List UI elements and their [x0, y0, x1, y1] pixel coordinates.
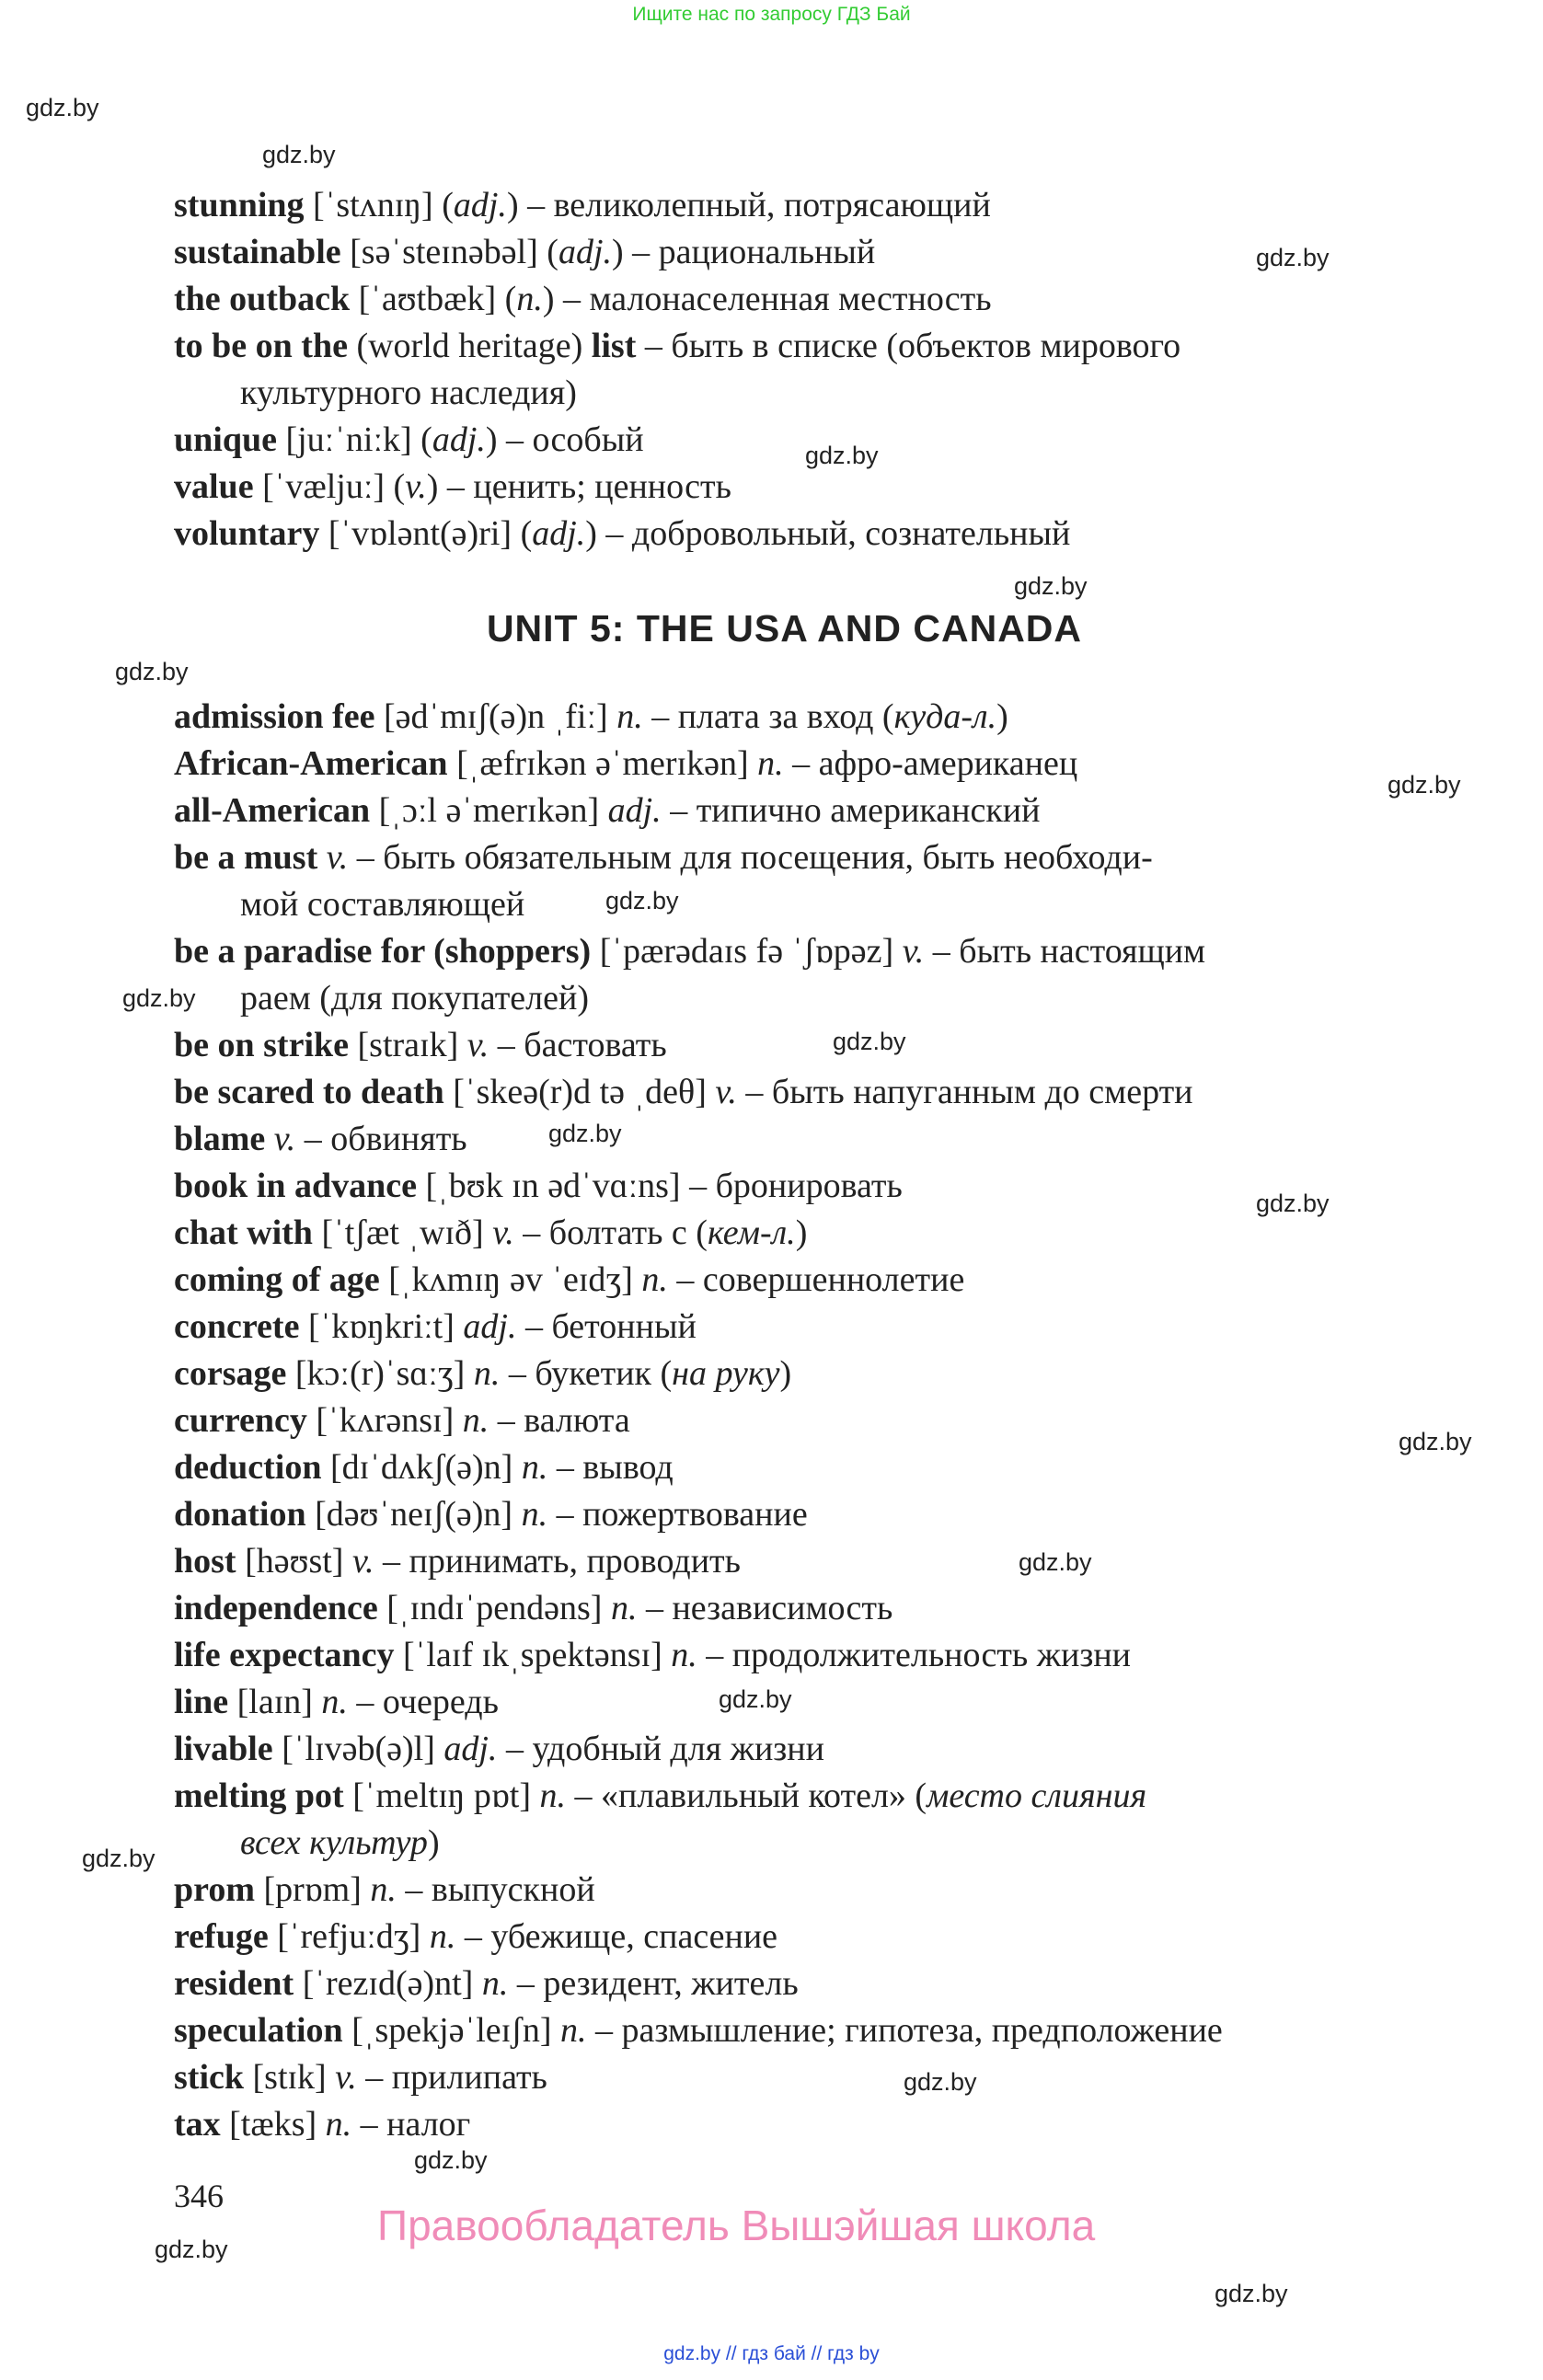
vocab-entry [174, 182, 1407, 229]
vocab-entry [174, 1397, 1407, 1444]
entry-part-of-speech: adj. [432, 420, 486, 459]
entry-part-of-speech: v. [902, 932, 925, 971]
entry-pronunciation: [ˌæfrɪkən əˈmerɪkən] [447, 744, 758, 783]
entry-pronunciation: [ˌspekjəˈleɪʃn] [342, 2011, 561, 2050]
vocab-entry [174, 1914, 1407, 1960]
entry-part-of-speech: adj. [463, 1307, 517, 1346]
entry-part-of-speech: n. [641, 1260, 668, 1299]
entry-term: be on strike [174, 1026, 349, 1064]
entry-term: be a paradise for (shoppers) [174, 932, 592, 971]
entry-pronunciation: [ˈstʌnɪŋ] ( [304, 186, 454, 224]
entry-definition: ) – ценить; ценность [426, 467, 731, 506]
entry-part-of-speech: v. [492, 1213, 514, 1252]
entry-pronunciation: [ˈrefjuːdʒ] [268, 1917, 430, 1956]
entry-part-of-speech: n. [429, 1917, 456, 1956]
watermark: gdz.by [548, 1120, 622, 1147]
top-banner[interactable]: Ищите нас по запросу ГДЗ Бай [632, 4, 911, 25]
vocab-entry [174, 1022, 1407, 1069]
entry-term: independence [174, 1589, 378, 1627]
entry-definition: – совершеннолетие [667, 1260, 965, 1299]
entry-term: be a must [174, 838, 318, 877]
entry-part-of-speech: v. [335, 2058, 357, 2097]
vocab-entry [174, 1351, 1407, 1397]
watermark: gdz.by [115, 658, 189, 685]
entry-pronunciation: [ˈlaɪf ɪkˌspektənsɪ] [394, 1636, 672, 1674]
entry-definition: – бетонный [516, 1307, 697, 1346]
entry-part-of-speech: n. [521, 1448, 548, 1487]
vocab-entry [174, 1163, 1407, 1210]
entry-definition-italic: куда-л. [893, 697, 997, 736]
vocab-entry [174, 834, 1407, 881]
entry-term: book in advance [174, 1167, 417, 1205]
entry-pronunciation: [ˌɪndɪˈpendəns] [377, 1589, 611, 1627]
vocab-entry [174, 741, 1407, 788]
entry-definition: – «плавильный котел» ( [566, 1776, 927, 1815]
entry-definition-tail: ) [795, 1213, 808, 1252]
entry-term: resident [174, 1964, 294, 2003]
footer-links[interactable]: gdz.by // гдз бай // гдз by [663, 2343, 880, 2364]
entry-definition: – размышление; гипотеза, предположение [586, 2011, 1223, 2050]
entry-pronunciation: [ˈlɪvəb(ə)l] [272, 1730, 444, 1768]
entry-term: host [174, 1542, 236, 1581]
entry-term: currency [174, 1401, 307, 1440]
entry-part-of-speech: n. [481, 1964, 509, 2003]
entry-definition: – вывод [547, 1448, 674, 1487]
entry-part-of-speech: n. [325, 2105, 352, 2144]
vocab-entry [174, 1210, 1407, 1257]
vocab-entry [174, 2101, 1407, 2148]
entry-term: speculation [174, 2011, 343, 2050]
entry-definition: – типично американский [661, 791, 1041, 830]
entry-term: unique [174, 420, 277, 459]
entry-pronunciation: [ˈskeə(r)d tə ˌdeθ] [443, 1073, 716, 1111]
entry-definition-tail: ) [996, 697, 1008, 736]
copyright-notice: Правообладатель Вышэйшая школа [377, 2202, 1096, 2249]
entry-definition: – афро-американец [783, 744, 1078, 783]
watermark: gdz.by [155, 2236, 228, 2263]
entry-term: corsage [174, 1354, 287, 1393]
vocab-entry [174, 694, 1407, 741]
watermark: gdz.by [904, 2068, 977, 2096]
watermark: gdz.by [26, 94, 99, 121]
entry-definition: – продолжительность жизни [697, 1636, 1132, 1674]
entry-term: sustainable [174, 233, 341, 271]
entry-term: refuge [174, 1917, 269, 1956]
entry-term: be scared to death [174, 1073, 444, 1111]
entry-term: livable [174, 1730, 273, 1768]
vocab-entry [174, 1257, 1407, 1304]
vocab-entry-continuation: мой составляющей [240, 885, 525, 924]
entry-pronunciation: [ˈpærədaɪs fə ˈʃɒpəz] [591, 932, 903, 971]
watermark: gdz.by [1019, 1548, 1092, 1576]
entry-definition: ) – великолепный, потрясающий [506, 186, 991, 224]
entry-definition-italic: на руку [672, 1354, 780, 1393]
entry-pronunciation: [juːˈniːk] ( [276, 420, 432, 459]
watermark: gdz.by [414, 2146, 488, 2174]
entry-definition: – быть напуганным до смерти [736, 1073, 1193, 1111]
entry-pronunciation: [ˈvɒlənt(ə)ri] ( [319, 514, 533, 553]
vocab-entry [174, 1726, 1407, 1773]
entry-part-of-speech: n. [757, 744, 784, 783]
entry-pronunciation [317, 838, 327, 877]
vocab-entry [174, 2007, 1407, 2054]
entry-definition: – быть в списке (объектов мирового [636, 327, 1181, 365]
vocab-entry [174, 323, 1407, 370]
entry-part-of-speech: n. [671, 1636, 697, 1674]
watermark: gdz.by [1399, 1428, 1472, 1455]
entry-term: line [174, 1683, 229, 1721]
entry-term: life expectancy [174, 1636, 395, 1674]
entry-term: admission fee [174, 697, 375, 736]
entry-pronunciation: [dɪˈdʌkʃ(ə)n] [321, 1448, 522, 1487]
entry-pronunciation: [ˌkʌmɪŋ əv ˈeɪdʒ] [379, 1260, 642, 1299]
entry-definition: ) – добровольный, сознательный [585, 514, 1071, 553]
entry-part-of-speech: adj. [453, 186, 507, 224]
watermark: gdz.by [1256, 244, 1330, 271]
watermark: gdz.by [805, 442, 879, 469]
entry-part-of-speech: v. [326, 838, 349, 877]
entry-pronunciation: [ˈkʌrənsɪ] [306, 1401, 463, 1440]
entry-term-continued: list [591, 327, 637, 365]
entry-pronunciation: [stɪk] [244, 2058, 336, 2097]
entry-pronunciation: [ˈvæljuː] ( [253, 467, 406, 506]
entry-definition: ) – особый [485, 420, 644, 459]
entry-definition-italic: кем-л. [707, 1213, 796, 1252]
entry-definition: – пожертвование [547, 1495, 808, 1534]
entry-term: donation [174, 1495, 306, 1534]
entry-pronunciation: [prɒm] [254, 1870, 371, 1909]
vocab-entry [174, 2054, 1407, 2101]
entry-pronunciation: [kɔː(r)ˈsɑːʒ] [286, 1354, 474, 1393]
watermark: gdz.by [1256, 1190, 1330, 1217]
vocab-entry [174, 276, 1407, 323]
vocab-entry [174, 1773, 1407, 1820]
vocab-entry [174, 1116, 1407, 1163]
vocab-entry [174, 1304, 1407, 1351]
entry-definition-italic: всех культур [240, 1823, 428, 1862]
entry-term: chat with [174, 1213, 313, 1252]
entry-definition-italic: место слияния [927, 1776, 1147, 1815]
entry-part-of-speech: n. [321, 1683, 348, 1721]
entry-term: melting pot [174, 1776, 344, 1815]
watermark: gdz.by [719, 1685, 792, 1713]
entry-definition-tail: ) [427, 1823, 440, 1862]
entry-part-of-speech: n. [516, 280, 543, 318]
entry-definition: – убежище, спасение [455, 1917, 778, 1956]
unit-title: UNIT 5: THE USA AND CANADA [486, 607, 1083, 650]
entry-part-of-speech: v. [715, 1073, 737, 1111]
entry-part-of-speech: adj. [532, 514, 586, 553]
entry-definition: – принимать, проводить [374, 1542, 741, 1581]
watermark: gdz.by [262, 141, 336, 168]
watermark: gdz.by [1215, 2280, 1288, 2307]
entry-pronunciation: [ˈtʃæt ˌwɪð] [312, 1213, 493, 1252]
entry-definition: – обвинять [295, 1120, 467, 1158]
entry-part-of-speech: n. [610, 1589, 638, 1627]
entry-part-of-speech: n. [539, 1776, 567, 1815]
entry-pronunciation: (world heritage) [347, 327, 592, 365]
entry-part-of-speech: n. [521, 1495, 548, 1534]
entry-definition: – быть настоящим [924, 932, 1206, 971]
entry-pronunciation: [ˈkɒŋkriːt] [299, 1307, 464, 1346]
entry-term: tax [174, 2105, 221, 2144]
watermark: gdz.by [1014, 572, 1088, 600]
entry-part-of-speech: n. [560, 2011, 587, 2050]
entry-definition: – бронировать [689, 1167, 903, 1205]
entry-pronunciation: [həʊst] [236, 1542, 352, 1581]
entry-definition: – независимость [637, 1589, 893, 1627]
watermark: gdz.by [1388, 771, 1461, 799]
entry-definition: – болтать с ( [513, 1213, 708, 1252]
vocab-entry [174, 1960, 1407, 2007]
vocab-entry [174, 1632, 1407, 1679]
entry-pronunciation: [ˈmeltɪŋ pɒt] [343, 1776, 540, 1815]
vocab-entry [174, 1538, 1407, 1585]
vocab-entry [174, 1585, 1407, 1632]
entry-pronunciation: [ədˈmɪʃ(ə)n ˌfiː] [374, 697, 617, 736]
entry-part-of-speech: v. [466, 1026, 489, 1064]
entry-part-of-speech: adj. [558, 233, 613, 271]
vocab-entry-continuation [240, 1820, 1473, 1867]
entry-definition: – букетик ( [500, 1354, 673, 1393]
entry-term: blame [174, 1120, 266, 1158]
entry-definition: – быть обязательным для посещения, быть необходи- [348, 838, 1153, 877]
entry-term: African-American [174, 744, 448, 783]
watermark: gdz.by [82, 1845, 155, 1872]
watermark: gdz.by [833, 1028, 906, 1055]
entry-part-of-speech: adj. [443, 1730, 498, 1768]
entry-part-of-speech: n. [616, 697, 643, 736]
entry-definition: – удобный для жизни [497, 1730, 824, 1768]
entry-term: stick [174, 2058, 244, 2097]
entry-part-of-speech: n. [370, 1870, 397, 1909]
entry-term: concrete [174, 1307, 300, 1346]
vocab-entry [174, 1069, 1407, 1116]
entry-pronunciation: [dəʊˈneɪʃ(ə)n] [305, 1495, 522, 1534]
entry-definition: – резидент, житель [508, 1964, 799, 2003]
entry-term: prom [174, 1870, 255, 1909]
entry-definition: – валюта [489, 1401, 630, 1440]
entry-definition: – прилипать [356, 2058, 547, 2097]
entry-term: to be on the [174, 327, 348, 365]
entry-part-of-speech: v. [405, 467, 427, 506]
entry-term: value [174, 467, 254, 506]
entry-definition: – очередь [347, 1683, 499, 1721]
entry-pronunciation: [laɪn] [228, 1683, 322, 1721]
watermark: gdz.by [122, 984, 196, 1012]
entry-definition: – налог [351, 2105, 471, 2144]
entry-part-of-speech: v. [351, 1542, 374, 1581]
entry-definition: – плата за вход ( [642, 697, 894, 736]
entry-term: voluntary [174, 514, 320, 553]
page-number: 346 [174, 2178, 224, 2214]
entry-pronunciation: [tæks] [220, 2105, 326, 2144]
entry-term: the outback [174, 280, 351, 318]
entry-definition: ) – рациональный [612, 233, 876, 271]
entry-pronunciation: [straɪk] [349, 1026, 467, 1064]
entry-term: deduction [174, 1448, 322, 1487]
vocab-entry-continuation: раем (для покупателей) [240, 979, 589, 1018]
vocab-entry [174, 928, 1407, 975]
entry-part-of-speech: n. [462, 1401, 489, 1440]
vocab-entry [174, 1444, 1407, 1491]
vocab-entry [174, 464, 1407, 511]
entry-pronunciation: [səˈsteɪnəbəl] ( [340, 233, 558, 271]
vocab-entry [174, 417, 1407, 464]
vocab-entry [174, 788, 1407, 834]
entry-part-of-speech: adj. [607, 791, 662, 830]
entry-pronunciation: [ˌɔːl əˈmerɪkən] [370, 791, 608, 830]
vocab-entry [174, 229, 1407, 276]
entry-pronunciation: [ˌbʊk ɪn ədˈvɑːns] [416, 1167, 690, 1205]
entry-term: all-American [174, 791, 371, 830]
entry-pronunciation: [ˈrezɪd(ə)nt] [294, 1964, 482, 2003]
entry-definition: ) – малонаселенная местность [542, 280, 992, 318]
entry-term: stunning [174, 186, 305, 224]
entry-definition-tail: ) [779, 1354, 792, 1393]
entry-term: coming of age [174, 1260, 380, 1299]
entry-pronunciation [265, 1120, 274, 1158]
vocab-entry [174, 511, 1407, 558]
vocab-entry [174, 1491, 1407, 1538]
vocab-entry [174, 1867, 1407, 1914]
vocab-entry [174, 1679, 1407, 1726]
entry-definition: – бастовать [489, 1026, 667, 1064]
entry-definition: – выпускной [396, 1870, 595, 1909]
entry-part-of-speech: v. [273, 1120, 296, 1158]
entry-pronunciation: [ˈaʊtbæk] ( [350, 280, 517, 318]
watermark: gdz.by [605, 887, 679, 914]
entry-part-of-speech: n. [473, 1354, 501, 1393]
vocab-entry-continuation: культурного наследия) [240, 374, 577, 412]
